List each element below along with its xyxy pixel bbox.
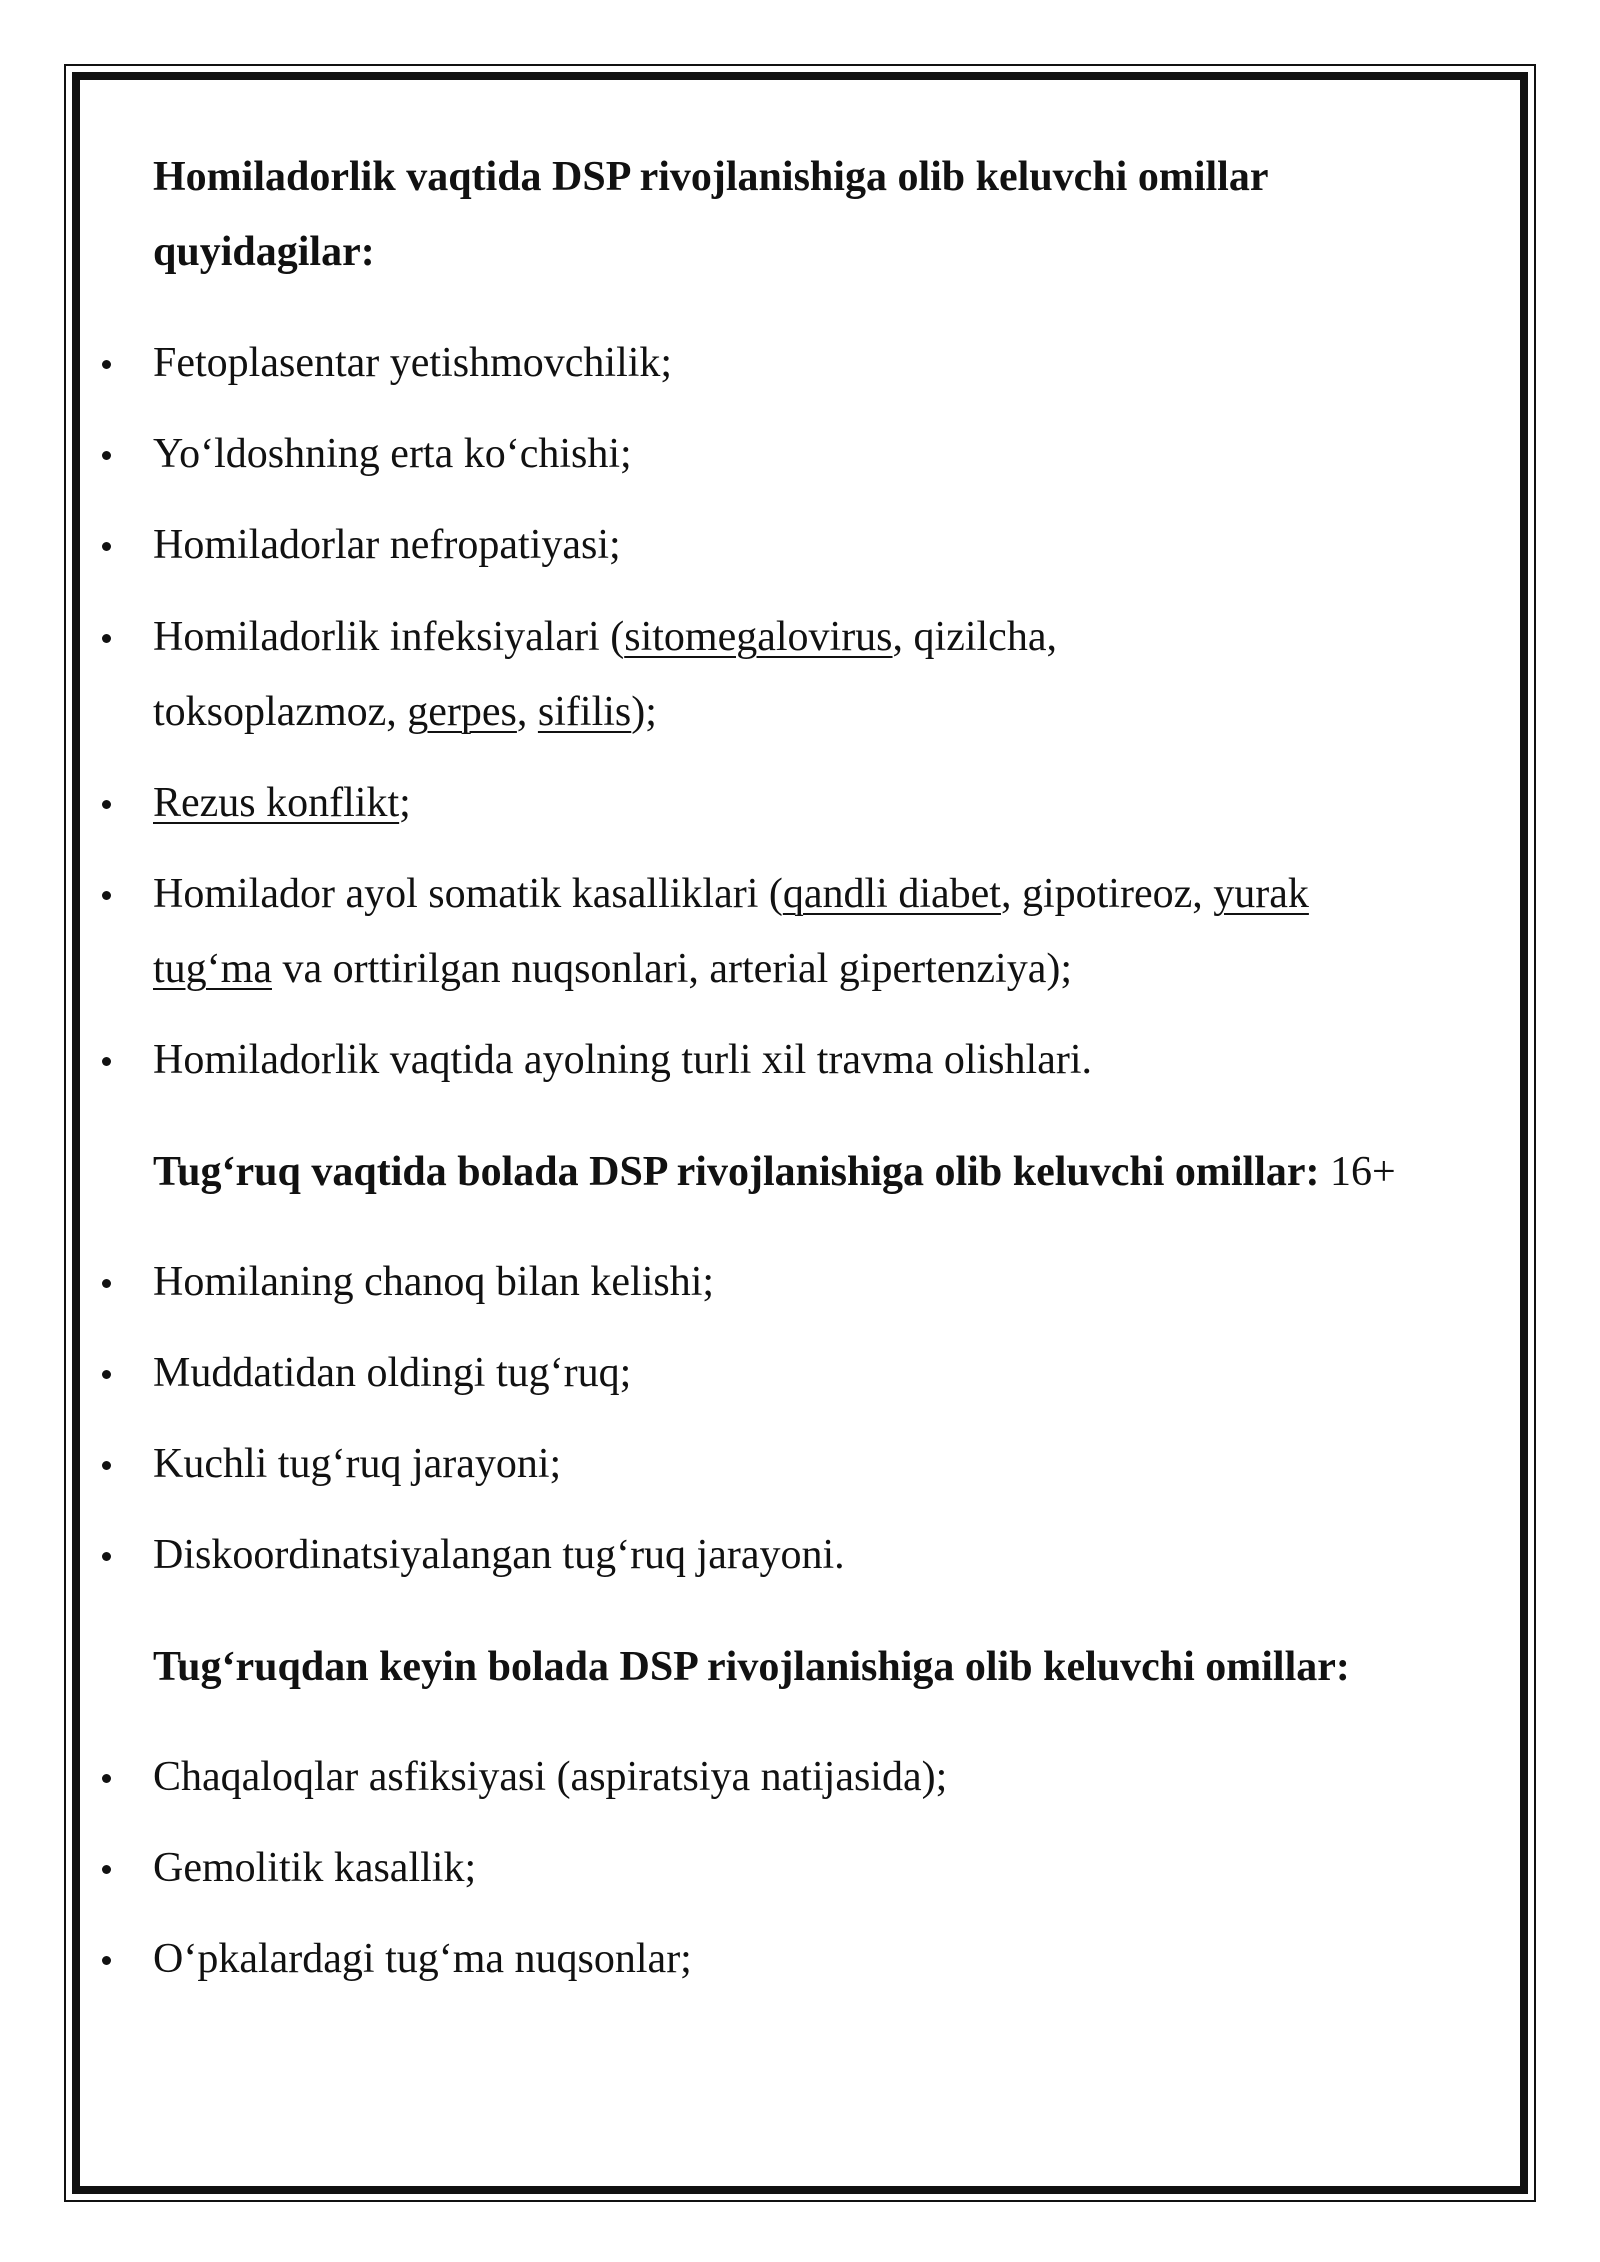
section-heading-pregnancy — [153, 140, 1453, 290]
bullet-icon — [102, 360, 111, 369]
link-gerpes[interactable]: gerpes — [407, 689, 517, 735]
list-item-text: O‘pkalardagi tug‘ma nuqsonlar; — [153, 1936, 692, 1982]
bullet-icon — [102, 634, 111, 643]
link-rezus-konflikt[interactable]: Rezus konflikt — [153, 780, 400, 826]
link-sitomegalovirus[interactable]: sitomegalovirus — [624, 614, 893, 660]
list-item-text: Rezus konflikt; — [153, 780, 411, 826]
bullet-icon — [102, 1461, 111, 1470]
bullet-icon — [102, 1774, 111, 1783]
link-yurak[interactable]: yurak — [1213, 871, 1309, 917]
link-tugma[interactable]: tug‘ma — [153, 946, 272, 992]
list-item-text: Chaqaloqlar asfiksiyasi (aspiratsiya natijasida); — [153, 1754, 948, 1800]
list-item-text: Homiladorlik infeksiyalari (sitomegalovirus, qizilcha, toksoplazmoz, gerpes, sifilis); — [153, 614, 1057, 735]
list-item-text: Homilador ayol somatik kasalliklari (qandli diabet, gipotireoz, yurak tug‘ma va orttirilgan nuqsonlari, arterial gipertenziya); — [153, 871, 1309, 992]
bullet-icon — [102, 542, 111, 551]
heading-line: Homiladorlik vaqtida DSP rivojlanishiga olib keluvchi omillar — [153, 154, 1269, 200]
bullet-icon — [102, 451, 111, 460]
bullet-icon — [102, 891, 111, 900]
bullet-icon — [102, 1057, 111, 1066]
list-item-text: Muddatidan oldingi tug‘ruq; — [153, 1350, 632, 1396]
age-rating-label: 16+ — [1319, 1149, 1396, 1195]
link-qandli-diabet[interactable]: qandli diabet — [782, 871, 1001, 917]
list-item-text: Diskoordinatsiyalangan tug‘ruq jarayoni. — [153, 1532, 845, 1578]
section-heading-labor — [153, 1135, 1453, 1210]
heading-text: Tug‘ruqdan keyin bolada DSP rivojlanishiga olib keluvchi omillar: — [153, 1644, 1350, 1690]
bullet-icon — [102, 800, 111, 809]
bullet-icon — [102, 1279, 111, 1288]
heading-line: quyidagilar: — [153, 229, 375, 275]
bullet-icon — [102, 1552, 111, 1561]
bullet-icon — [102, 1865, 111, 1874]
bullet-icon — [102, 1370, 111, 1379]
link-sifilis[interactable]: sifilis — [537, 689, 632, 735]
list-item-text: Homiladorlik vaqtida ayolning turli xil travma olishlari. — [153, 1037, 1092, 1083]
list-item-text: Fetoplasentar yetishmovchilik; — [153, 340, 673, 386]
list-item-text: Gemolitik kasallik; — [153, 1845, 477, 1891]
section-heading-postnatal — [153, 1630, 1453, 1705]
list-item-text: Kuchli tug‘ruq jarayoni; — [153, 1441, 562, 1487]
list-item-text: Homiladorlar nefropatiyasi; — [153, 522, 621, 568]
list-item-text: Homilaning chanoq bilan kelishi; — [153, 1259, 715, 1305]
heading-text: Tug‘ruq vaqtida bolada DSP rivojlanishiga olib keluvchi omillar: — [153, 1149, 1320, 1195]
bullet-icon — [102, 1956, 111, 1965]
list-item-text: Yo‘ldoshning erta ko‘chishi; — [153, 431, 632, 477]
